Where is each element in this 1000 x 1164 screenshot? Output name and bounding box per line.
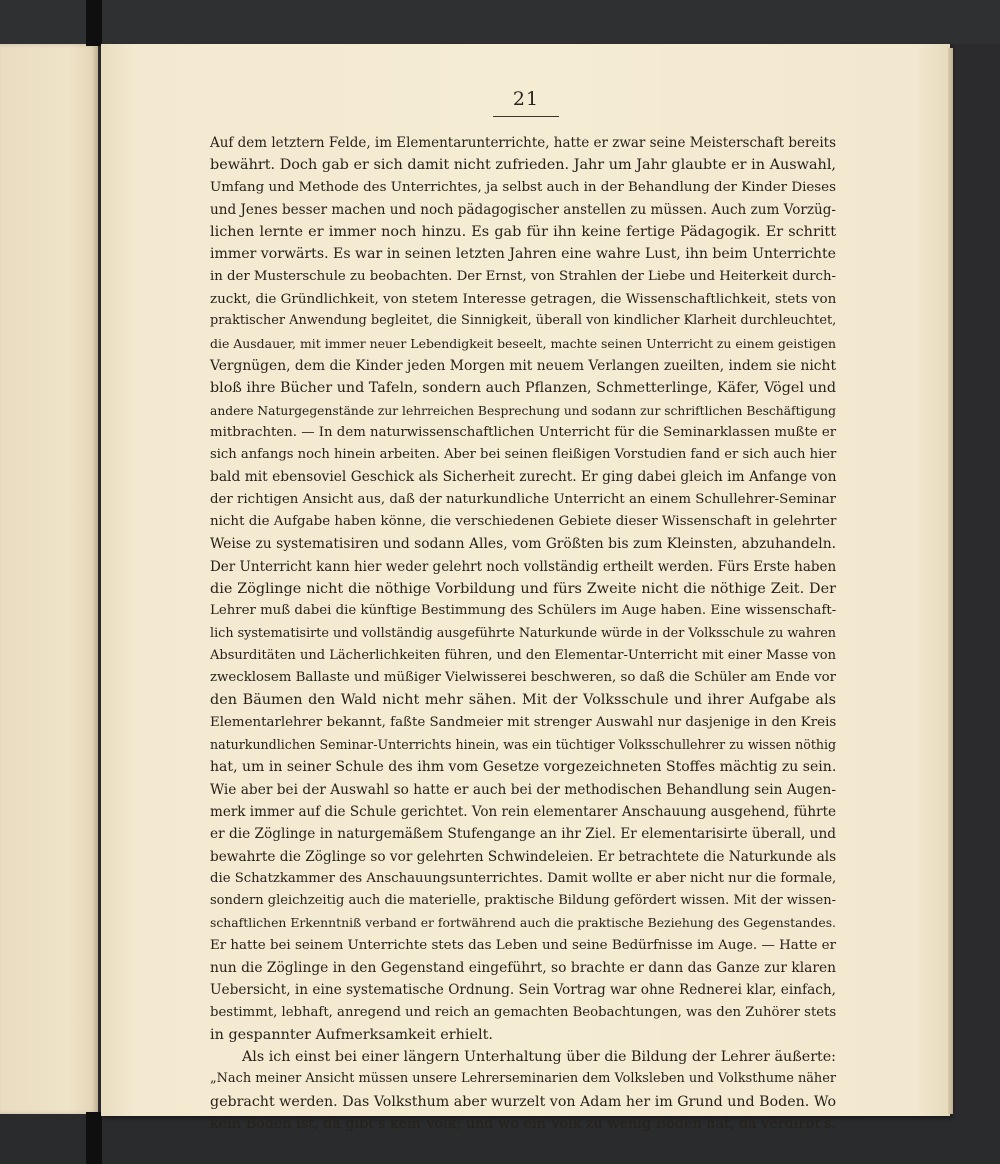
text-line: andere Naturgegenstände zur lehrreichen Besprechung und sodann zur schriftlichen Beschäftigung	[210, 403, 836, 418]
text-line: die Schatzkammer des Anschauungsunterrichtes. Damit wollte er aber nicht nur die formale,	[210, 870, 837, 886]
text-line: Vergnügen, dem die Kinder jeden Morgen mit neuem Verlangen zueilten, indem sie nicht	[210, 357, 836, 374]
text-line: in gespannter Aufmerksamkeit erhielt.	[210, 1026, 493, 1043]
text-line: sondern gleichzeitig auch die materielle, praktische Bildung gefördert wissen. Mit der wissen-	[210, 893, 836, 909]
text-line: Er hatte bei seinem Unterrichte stets das Leben und seine Bedürfnisse im Auge. — Hatte er	[210, 937, 836, 953]
text-line: Auf dem letztern Felde, im Elementarunterrichte, hatte er zwar seine Meisterschaft bereits	[210, 135, 837, 151]
text-line: die Zöglinge nicht die nöthige Vorbildung und fürs Zweite nicht die nöthige Zeit. Der	[210, 580, 836, 597]
text-line: bloß ihre Bücher und Tafeln, sondern auch Pflanzen, Schmetterlinge, Käfer, Vögel und	[210, 380, 836, 397]
text-line: die Ausdauer, mit immer neuer Lebendigkeit beseelt, machte seinen Unterricht zu einem geistigen	[210, 335, 836, 351]
text-line: und Jenes besser machen und noch pädagogischer anstellen zu müssen. Auch zum Vorzüg-	[210, 201, 836, 218]
text-line: sich anfangs noch hinein arbeiten. Aber bei seinen fleißigen Vorstudien fand er sich auch hier	[210, 447, 837, 463]
text-line: nun die Zöglinge in den Gegenstand eingeführt, so brachte er dann das Ganze zur klaren	[210, 959, 836, 976]
page-number-rule	[493, 116, 559, 117]
book-spine-bottom	[86, 1112, 102, 1164]
body-text	[210, 132, 836, 1135]
scanner-background-top	[0, 0, 1000, 44]
text-line: praktischer Anwendung begleitet, die Sinnigkeit, überall von kindlicher Klarheit durchleuchtet,	[210, 313, 837, 329]
text-line: lich systematisirte und vollständig ausgeführte Naturkunde würde in der Volksschule zu wahren	[210, 625, 836, 641]
text-line: schaftlichen Erkenntniß verband er fortwährend auch die praktische Beziehung des Gegenstandes.	[210, 915, 836, 931]
text-line: Als ich einst bei einer längern Unterhaltung über die Bildung der Lehrer äußerte:	[242, 1049, 836, 1066]
text-line: mitbrachten. — In dem naturwissenschaftlichen Unterricht für die Seminarklassen mußte er	[210, 424, 837, 440]
text-line: merk immer auf die Schule gerichtet. Von rein elementarer Anschauung ausgehend, führte	[210, 803, 836, 820]
text-line: nicht die Aufgabe haben könne, die verschiedenen Gebiete dieser Wissenschaft in gelehrter	[210, 514, 837, 530]
paragraph	[210, 132, 836, 1046]
paragraph	[210, 1046, 836, 1135]
book-spine-top	[86, 0, 102, 46]
text-line: in der Musterschule zu beobachten. Der Ernst, von Strahlen der Liebe und Heiterkeit durch-	[210, 268, 836, 284]
text-line: den Bäumen den Wald nicht mehr sähen. Mit der Volksschule und ihrer Aufgabe als	[210, 692, 836, 709]
text-line: immer vorwärts. Es war in seinen letzten Jahren eine wahre Lust, ihn beim Unterrichte	[210, 246, 837, 263]
text-line: bald mit ebensoviel Geschick als Sicherheit zurecht. Er ging dabei gleich im Anfange von	[210, 469, 837, 486]
text-line: Elementarlehrer bekannt, faßte Sandmeier mit strenger Auswahl nur dasjenige in den Kreis	[210, 714, 837, 730]
text-line: kein Boden ist, da gibt's kein Volk; und wo ein Volk zu wenig Boden hat, da verdirbt's.	[210, 1116, 837, 1133]
page-number: 21	[512, 88, 540, 110]
text-line: „Nach meiner Ansicht müssen unsere Lehrerseminarien dem Volksleben und Volksthume näher	[210, 1071, 836, 1087]
text-line: bestimmt, lebhaft, anregend und reich an gemachten Beobachtungen, was den Zuhörer stets	[210, 1004, 837, 1020]
left-page-edge	[0, 44, 98, 1114]
text-line: lichen lernte er immer noch hinzu. Es gab für ihn keine fertige Pädagogik. Er schritt	[210, 224, 836, 241]
text-line: Absurditäten und Lächerlichkeiten führen, und den Elementar-Unterricht mit einer Masse von	[210, 647, 836, 663]
text-line: Wie aber bei der Auswahl so hatte er auch bei der methodischen Behandlung sein Augen-	[210, 781, 836, 798]
text-line: der richtigen Ansicht aus, daß der naturkundliche Unterricht an einem Schullehrer-Seminar	[210, 491, 837, 507]
text-line: Der Unterricht kann hier weder gelehrt noch vollständig ertheilt werden. Fürs Erste haben	[210, 558, 837, 575]
text-line: zwecklosem Ballaste und müßiger Vielwisserei beschweren, so daß die Schüler am Ende vor	[210, 670, 836, 686]
text-line: er die Zöglinge in naturgemäßem Stufengange an ihr Ziel. Er elementarisirte überall, und	[210, 826, 836, 843]
text-line: bewährt. Doch gab er sich damit nicht zufrieden. Jahr um Jahr glaubte er in Auswahl,	[210, 157, 836, 174]
text-line: Lehrer muß dabei die künftige Bestimmung des Schülers im Auge haben. Eine wissenschaft-	[210, 603, 837, 619]
text-line: Umfang und Methode des Unterrichtes, ja selbst auch in der Behandlung der Kinder Dieses	[210, 179, 836, 195]
text-line: naturkundlichen Seminar-Unterrichts hinein, was ein tüchtiger Volksschullehrer zu wissen nöthig	[210, 737, 837, 753]
text-line: gebracht werden. Das Volksthum aber wurzelt von Adam her im Grund und Boden. Wo	[210, 1093, 837, 1110]
text-line: Weise zu systematisiren und sodann Alles, vom Größten bis zum Kleinsten, abzuhandeln.	[210, 536, 837, 553]
text-line: Uebersicht, in eine systematische Ordnung. Sein Vortrag war ohne Rednerei klar, einfach,	[210, 982, 836, 999]
text-line: bewahrte die Zöglinge so vor gelehrten Schwindeleien. Er betrachtete die Naturkunde als	[210, 848, 837, 865]
page-edge-right	[948, 48, 953, 1114]
text-line: zuckt, die Gründlichkeit, von stetem Interesse getragen, die Wissenschaftlichkeit, stets von	[210, 291, 837, 308]
text-line: hat, um in seiner Schule des ihm vom Gesetze vorgezeichneten Stoffes mächtig zu sein.	[210, 759, 837, 776]
